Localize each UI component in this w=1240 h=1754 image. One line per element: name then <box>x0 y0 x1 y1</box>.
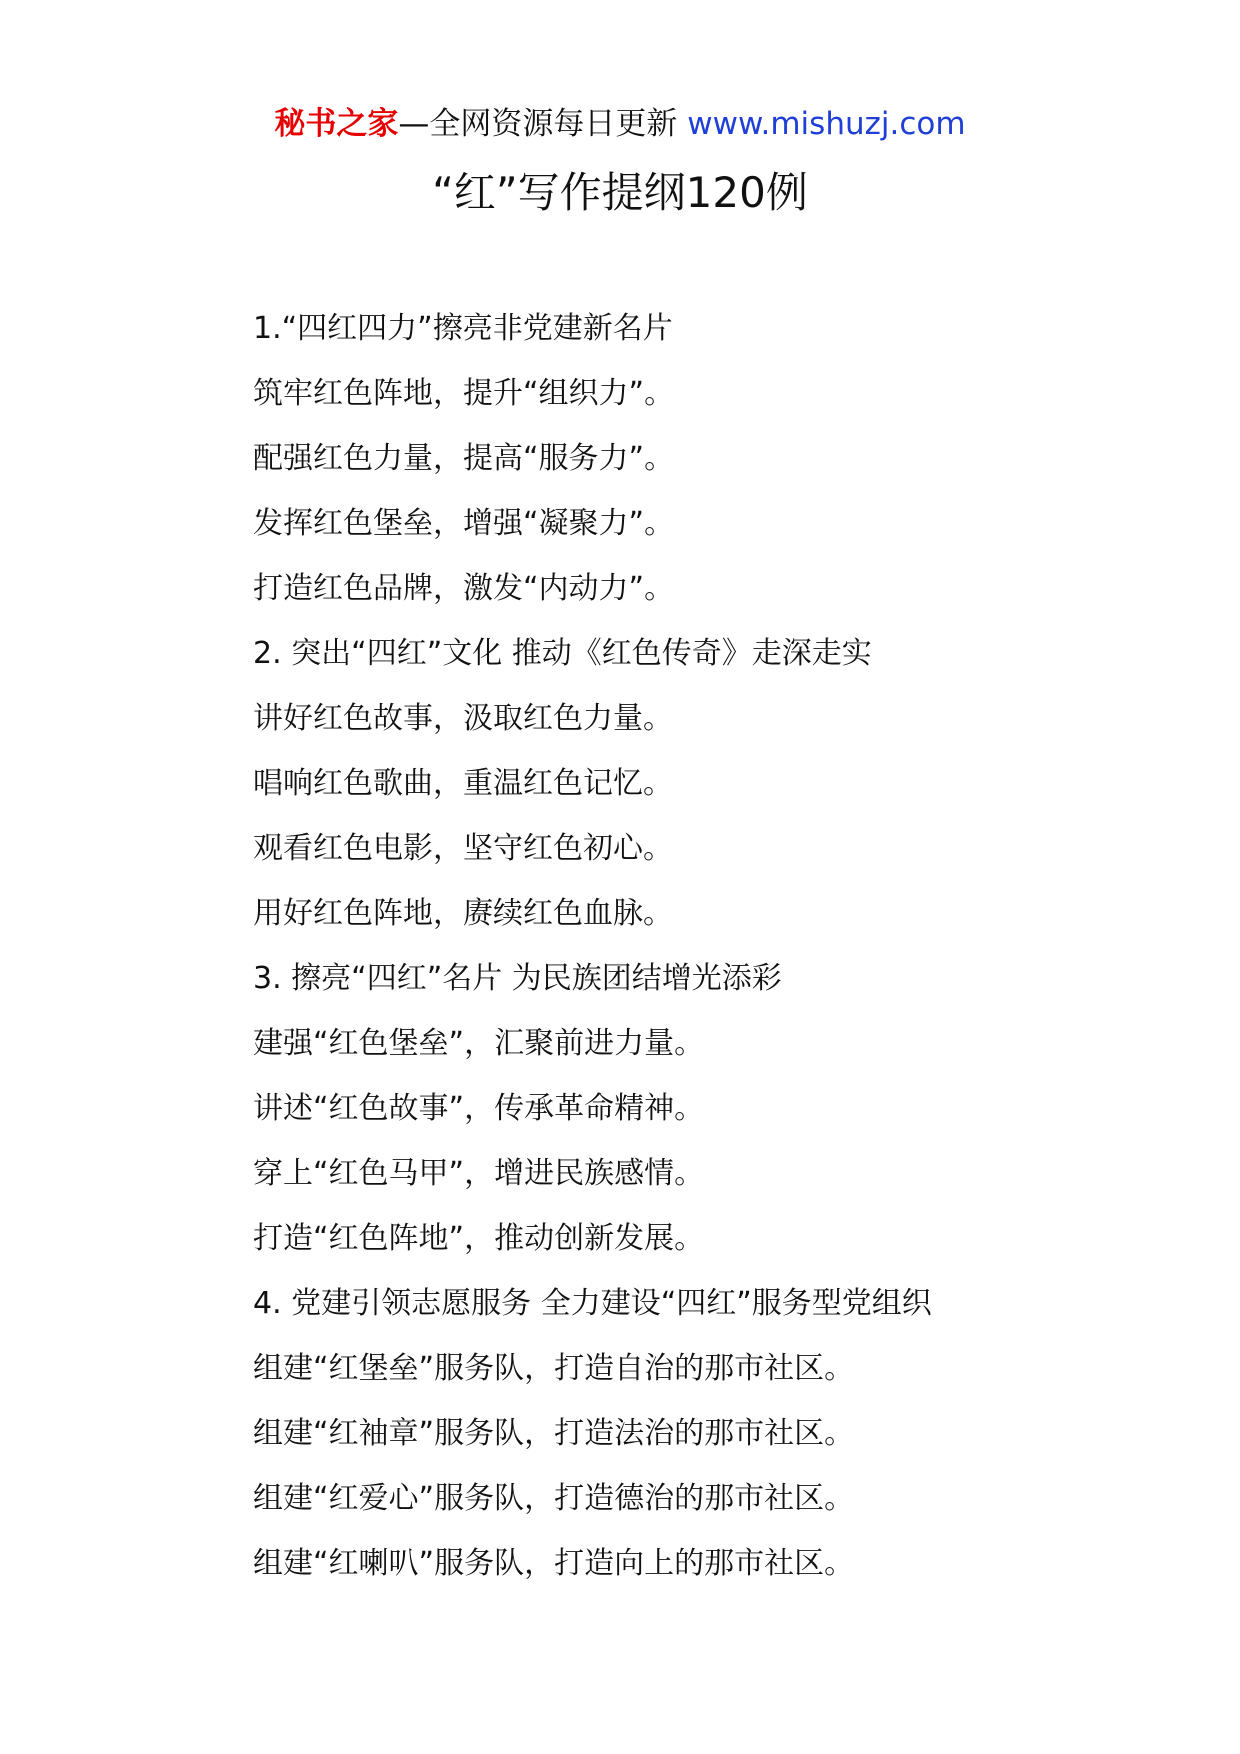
header-slogan: —全网资源每日更新 <box>398 106 688 142</box>
text-line: 配强红色力量，提高“服务力”。 <box>253 441 675 476</box>
section-heading-2: 2. 突出“四红”文化 推动《红色传奇》走深走实 <box>253 636 872 671</box>
text-line: 唱响红色歌曲，重温红色记忆。 <box>253 766 673 801</box>
section-heading-3: 3. 擦亮“四红”名片 为民族团结增光添彩 <box>253 961 782 996</box>
text-line: 组建“红袖章”服务队，打造法治的那市社区。 <box>253 1416 855 1451</box>
text-line: 组建“红堡垒”服务队，打造自治的那市社区。 <box>253 1351 855 1386</box>
text-line: 观看红色电影，坚守红色初心。 <box>253 831 673 866</box>
document-body <box>253 296 1213 1596</box>
text-line: 讲好红色故事，汲取红色力量。 <box>253 701 673 736</box>
text-line: 建强“红色堡垒”，汇聚前进力量。 <box>253 1026 705 1061</box>
text-line: 穿上“红色马甲”，增进民族感情。 <box>253 1156 705 1191</box>
text-line: 组建“红爱心”服务队，打造德治的那市社区。 <box>253 1481 855 1516</box>
text-line: 打造红色品牌，激发“内动力”。 <box>253 571 675 606</box>
document-title: “红”写作提纲120例 <box>432 168 808 217</box>
text-line: 发挥红色堡垒，增强“凝聚力”。 <box>253 506 675 541</box>
brand-name: 秘书之家 <box>274 106 399 142</box>
text-line: 打造“红色阵地”，推动创新发展。 <box>253 1221 705 1256</box>
text-line: 讲述“红色故事”，传承革命精神。 <box>253 1091 705 1126</box>
website-url[interactable]: www.mishuzj.com <box>687 106 966 142</box>
text-line: 筑牢红色阵地，提升“组织力”。 <box>253 376 675 411</box>
section-heading-1: 1.“四红四力”擦亮非党建新名片 <box>253 311 673 346</box>
section-heading-4: 4. 党建引领志愿服务 全力建设“四红”服务型党组织 <box>253 1286 932 1321</box>
document-header <box>0 102 1240 146</box>
text-line: 组建“红喇叭”服务队，打造向上的那市社区。 <box>253 1546 855 1581</box>
text-line: 用好红色阵地，赓续红色血脉。 <box>253 896 673 931</box>
